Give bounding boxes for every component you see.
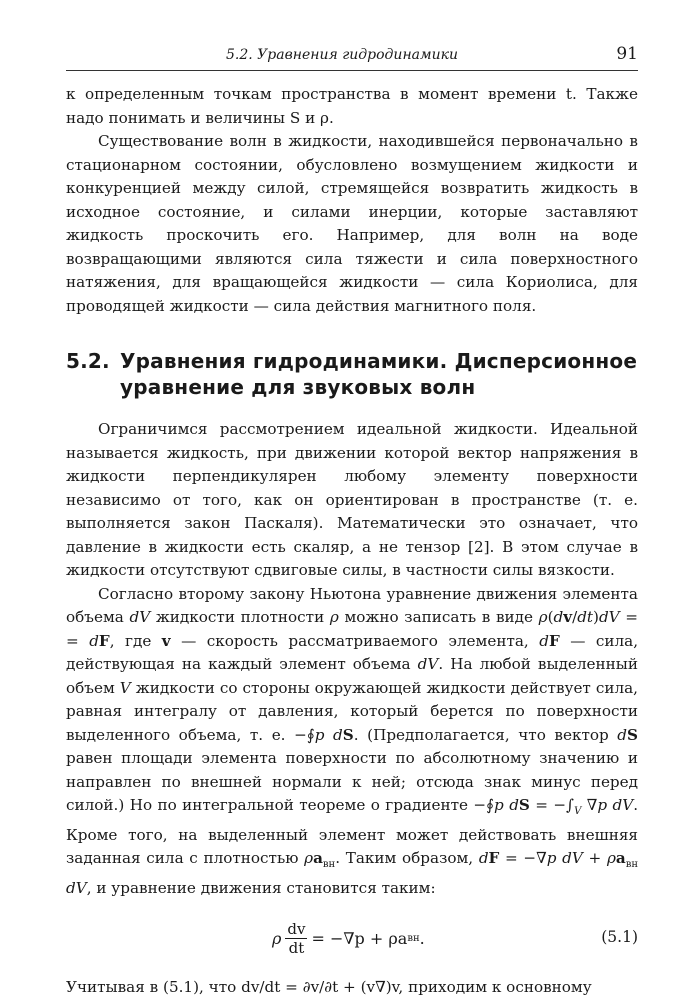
intro-paragraph: к определенным точкам пространства в момент времени t. Также надо понимать и величины S и ρ.: [66, 85, 638, 127]
equation-rhs-sub: вн: [407, 933, 420, 945]
newton-paragraph: Согласно второму закону Ньютона уравнение движения элемента объема dV жидкости плотности ρ можно записать в виде ρ(dv/dt)dV = = dF, где v — скорость рассматриваемого элемента, dF — сила, действующая на каждый элемент объема dV. На любой выделенный объем V жидкости со стороны окружающей жидкости действует сила, равная интегралу от давления, который берется по поверхности выделенного объема, т. е. −∮p dS. (Предполагается, что вектор dS равен площади элемента поверхности по абсолютному значению и направлен по внешней нормали к ней; отсюда знак минус перед силой.) Но по интегральной теореме о градиенте −∮p dS = $-\int_V$ ∇p dV. Кроме того, на выделенный элемент может действовать внешняя заданная сила с плотностью $\rho a_{вн}$. Таким образом, dF = −∇p dV + $\rho a_{вн}$ dV, и уравнение движения становится таким:: [66, 584, 639, 897]
section-number: 5.2.: [66, 349, 110, 373]
page: [66, 44, 638, 1000]
derivative-fraction: [285, 920, 307, 957]
page-number: 91: [616, 44, 638, 64]
equation-5-1: [66, 912, 638, 968]
final-line: Учитывая в (5.1), что dv/dt = ∂v/∂t + (v∇)v, приходим к основному: [66, 978, 592, 997]
section-title-line2: уравнение для звуковых волн: [120, 375, 476, 399]
section-heading: [66, 348, 638, 400]
waves-paragraph: Существование волн в жидкости, находившейся первоначально в стационарном состоянии, обусловлено возмущением жидкости и конкуренцией между силой, стремящейся возвратить жидкость в исходное состояние, и силами инерции, которые заставляют жидкость проскочить его. Например, для волн на воде возвращающими являются сила тяжести и сила поверхностного натяжения, для вращающейся жидкости — сила Кориолиса, для проводящей жидкости — сила действия магнитного поля.: [66, 132, 638, 315]
equation-body: ρ $\frac{dv}{dt}$ = −∇p + ρa вн .: [272, 920, 425, 958]
running-head: [66, 44, 638, 71]
equation-end: .: [419, 929, 425, 949]
fraction-numerator: dv: [287, 920, 306, 939]
section-title-line1: Уравнения гидродинамики. Дисперсионное: [120, 349, 638, 373]
fraction-denominator: dt: [288, 939, 305, 958]
equation-number: (5.1): [601, 928, 638, 947]
ideal-fluid-paragraph: Ограничимся рассмотрением идеальной жидкости. Идеальной называется жидкость, при движении которой вектор напряжения в жидкости перпендикулярен любому элементу поверхности независимо от того, как он ориентирован в пространстве (т. е. выполняется закон Паскаля). Математически это означает, что давление в жидкости есть скаляр, а не тензор [2]. В этом случае в жидкости отсутствуют сдвиговые силы, в частности силы вязкости.: [66, 420, 638, 579]
equation-rhs: = −∇p + ρa: [311, 929, 408, 949]
running-head-title: 5.2. Уравнения гидродинамики: [226, 47, 459, 63]
